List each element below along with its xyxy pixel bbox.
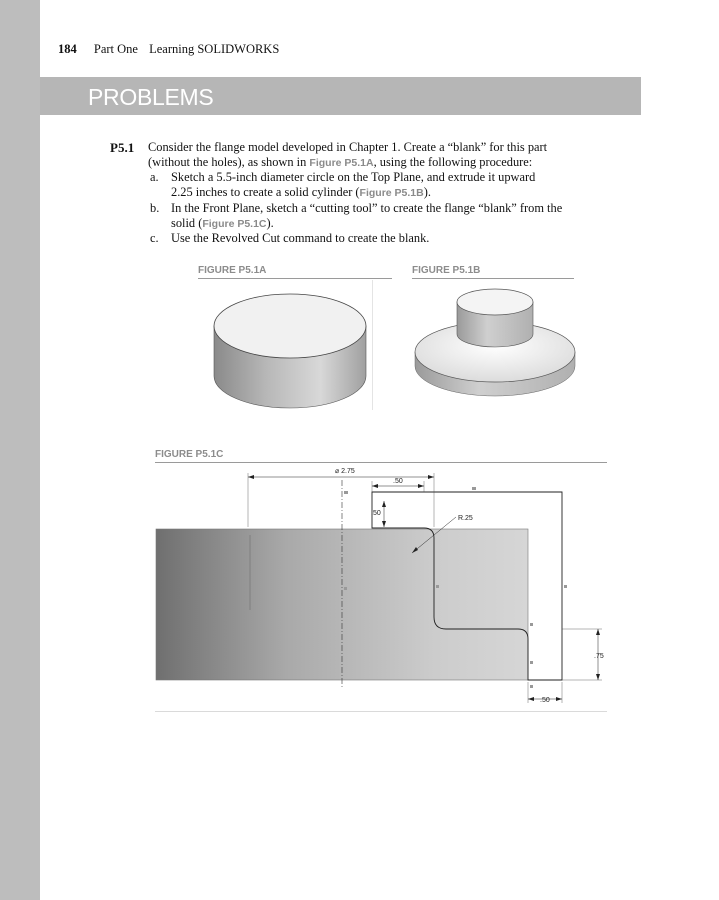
book-title: Learning SOLIDWORKS: [149, 42, 280, 56]
page-side-bar: [0, 0, 40, 900]
page-number: 184: [58, 42, 77, 56]
step-text-end: ).: [423, 185, 431, 199]
figure-ref: Figure P5.1A: [309, 157, 374, 169]
dim-diameter: ⌀ 2.75: [335, 468, 355, 475]
intro-text-end: , using the following procedure:: [373, 155, 533, 169]
section-title: PROBLEMS: [88, 84, 214, 110]
figure-c-caption: FIGURE P5.1C: [155, 449, 607, 463]
figure-divider: [372, 280, 373, 410]
dim-radius: R.25: [458, 515, 473, 522]
dim-left-height: .50: [371, 510, 381, 517]
figure-c-sketch: [150, 465, 620, 715]
step-a-line2: [171, 185, 431, 201]
step-marker: c.: [150, 231, 159, 245]
dim-top-width: .50: [393, 478, 403, 485]
step-b-line2: [171, 216, 274, 232]
figure-a-cylinder: [200, 280, 380, 420]
step-marker: a.: [150, 170, 159, 184]
step-a-line1: Sketch a 5.5-inch diameter circle on the Top Plane, and extrude it upward: [171, 170, 536, 184]
figure-ref: Figure P5.1C: [202, 218, 267, 230]
step-text: 2.25 inches to create a solid cylinder (: [171, 185, 360, 199]
dim-bottom-width: .50: [540, 697, 550, 704]
step-b-line1: In the Front Plane, sketch a “cutting tool” to create the flange “blank” from the: [171, 201, 563, 215]
figure-c-bottom-rule: [155, 711, 607, 712]
figure-a-caption: FIGURE P5.1A: [198, 265, 392, 279]
step-marker: b.: [150, 201, 160, 215]
dim-right-height: .75: [594, 653, 604, 660]
part-label: Part One: [93, 42, 138, 56]
running-header: [58, 42, 279, 57]
problem-intro-line2: [148, 155, 532, 171]
figure-ref: Figure P5.1B: [359, 187, 424, 199]
problem-intro-line1: Consider the flange model developed in Chapter 1. Create a “blank” for this part: [148, 140, 548, 154]
intro-text: (without the holes), as shown in: [148, 155, 310, 169]
step-c-line1: Use the Revolved Cut command to create the blank.: [171, 231, 430, 245]
step-text: solid (: [171, 216, 203, 230]
step-text-end: ).: [266, 216, 274, 230]
problem-number: P5.1: [110, 140, 135, 155]
figure-b-flange: [405, 280, 585, 410]
figure-b-caption: FIGURE P5.1B: [412, 265, 574, 279]
